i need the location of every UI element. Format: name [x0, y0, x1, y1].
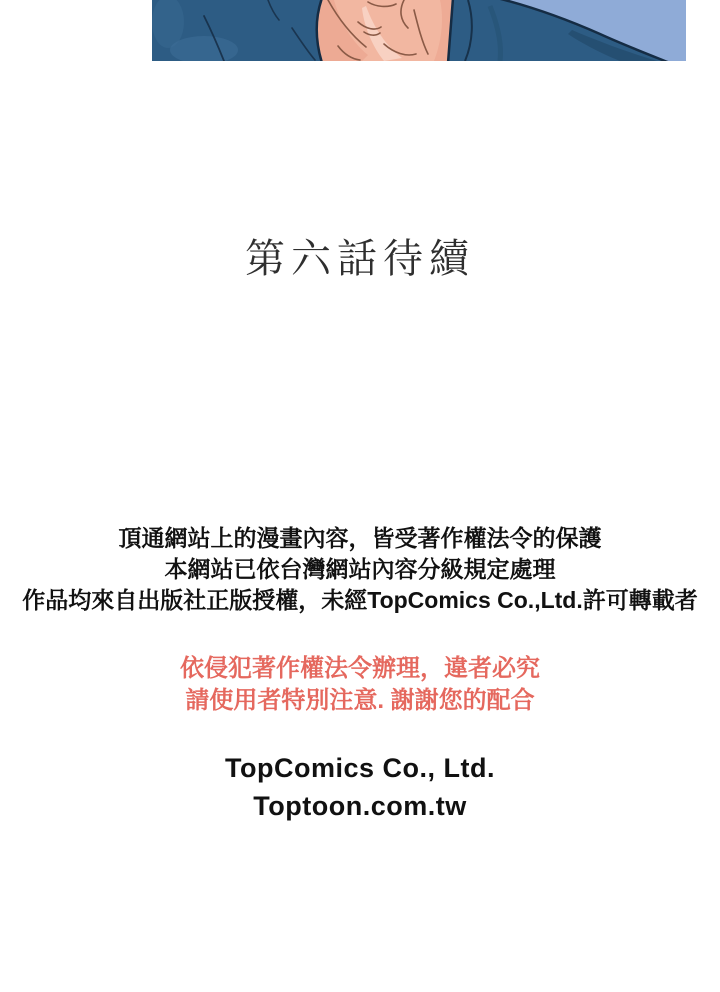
publisher-footer	[0, 749, 720, 825]
publisher-company: TopComics Co., Ltd.	[225, 753, 495, 783]
warning-line-2: 請使用者特別注意. 謝謝您的配合	[185, 687, 535, 714]
warning-line-1: 依侵犯著作權法令辦理，違者必究	[180, 655, 540, 682]
copyright-notice	[0, 523, 720, 616]
comic-panel-art	[152, 0, 686, 61]
copyright-line-3: 作品均來自出版社正版授權，未經TopComics Co.,Ltd.許可轉載者	[22, 587, 698, 613]
publisher-website: Toptoon.com.tw	[253, 791, 467, 821]
comic-panel-image	[152, 0, 686, 61]
warning-notice	[0, 653, 720, 717]
copyright-line-1: 頂通網站上的漫畫內容，皆受著作權法令的保護	[118, 525, 602, 551]
copyright-line-2: 本網站已依台灣網站內容分級規定處理	[164, 556, 556, 582]
episode-title: 第六話待續	[245, 237, 475, 281]
